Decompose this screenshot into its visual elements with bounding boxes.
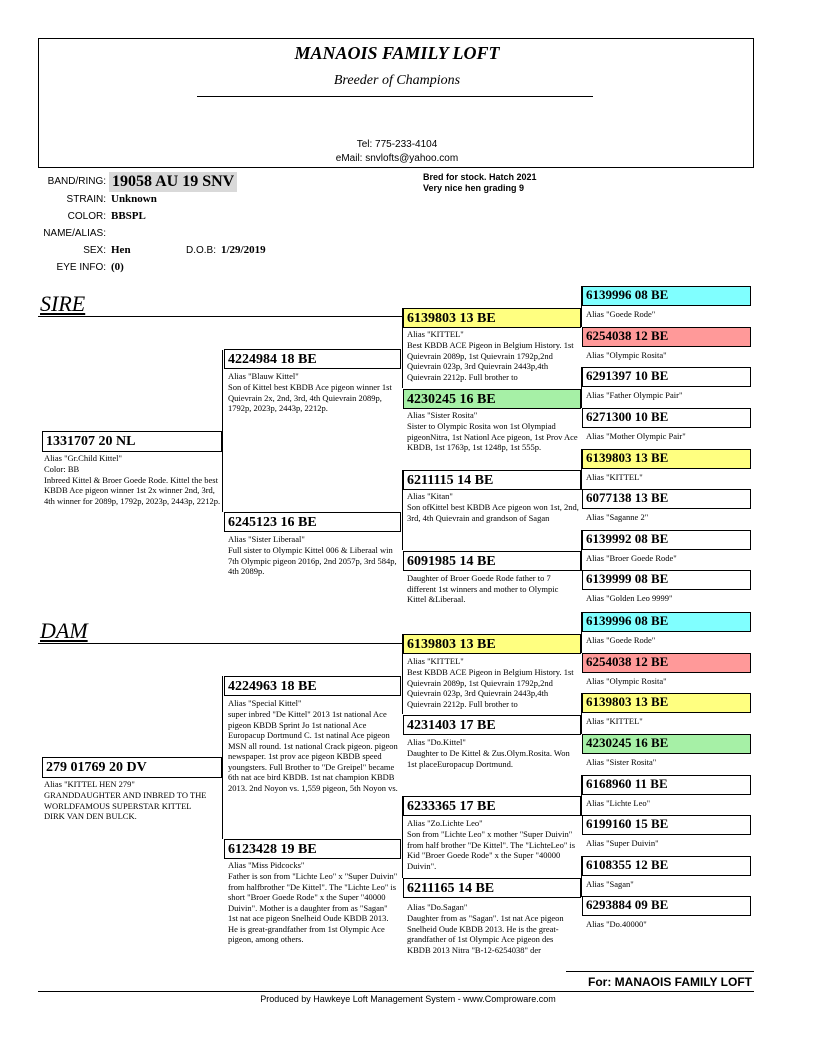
dam-gggp-band: 6139803 13 BE: [582, 693, 751, 713]
sire-gggp-alias: Alias "KITTEL": [586, 472, 643, 482]
dam-gggp-alias: Alias "Lichte Leo": [586, 798, 651, 808]
dam-gp2-band: 6123428 19 BE: [224, 839, 401, 859]
dam-gggp-band: 6108355 12 BE: [582, 856, 751, 876]
phone: Tel: 775-233-4104: [356, 139, 438, 150]
sire-gggp-band: 6077138 13 BE: [582, 489, 751, 509]
dam-parent-desc: GRANDDAUGHTER AND INBRED TO THE WORLDFAMOUS SUPERSTAR KITTEL DIRK VAN DEN BULCK.: [44, 790, 207, 821]
dam-gggp-band: 6199160 15 BE: [582, 815, 751, 835]
dam-heading: DAM: [40, 618, 88, 643]
sire-gggp-alias: Alias "Olympic Rosita": [586, 350, 667, 360]
dam-gggp-alias: Alias "Olympic Rosita": [586, 676, 667, 686]
sire-ggp2-band: 4230245 16 BE: [403, 389, 581, 409]
sire-ggp3-desc: Son ofKittel best KBDB Ace pigeon won 1st, 2nd, 3rd, 4th Quievrain and grandson of Sagan: [407, 502, 579, 523]
dam-gggp-alias: Alias "Do.40000": [586, 919, 647, 929]
sire-gggp-alias: Alias "Golden Leo 9999": [586, 593, 673, 603]
band-number: 19058 AU 19 SNV: [109, 172, 237, 192]
dam-ggp4-band: 6211165 14 BE: [403, 878, 581, 898]
dob-value: 1/29/2019: [221, 244, 266, 256]
sire-parent-alias: Alias "Gr.Child Kittel": [44, 453, 123, 463]
sire-gggp-band: 6139999 08 BE: [582, 570, 751, 590]
footer-top-rule: [566, 971, 754, 972]
dam-ggp3-desc: Son from "Lichte Leo" x mother "Super Duivin" from half brother "De Kittel". The "LichteLeo" is Kid "Broer Goede Rode" x the Super "40000 Duivin".: [407, 829, 576, 871]
dam-ggp3-band: 6233365 17 BE: [403, 796, 581, 816]
sire-ggp1-band: 6139803 13 BE: [403, 308, 581, 328]
sire-gggp-alias: Alias "Broer Goede Rode": [586, 553, 677, 563]
note-line-1: Bred for stock. Hatch 2021: [423, 172, 537, 182]
dam-gp2-desc: Father is son from "Lichte Leo" x "Super Duivin" from halfbrother "De Kittel". The "Lichte Leo" is short "Broer Goede Rode" x the Super "40000 Duivin". Mother is a daughter from as "Sagan" 1st nat ace pigeon Snelheid Oude KBDB 2013. He is great-grandfather from 1st Olympic Ace pigeon, among others.: [228, 871, 398, 944]
dam-ggp2-desc: Daughter to De Kittel & Zus.Olym.Rosita. Won 1st placeEuropacup Dortmund.: [407, 748, 570, 769]
color-value: BBSPL: [111, 210, 146, 222]
dam-gggp-band: 6139996 08 BE: [582, 612, 751, 632]
dam-gp1-alias: Alias "Special Kittel": [228, 698, 302, 708]
dam-parent-alias: Alias "KITTEL HEN 279": [44, 779, 135, 789]
sire-gggp-band: 6139996 08 BE: [582, 286, 751, 306]
dam-bracket-1: [222, 676, 223, 839]
dam-ggp4-desc: Daughter from as "Sagan". 1st nat Ace pigeon Snelheid Oude KBDB 2013. He is the great-grandfather of 1st Olympic Ace pigeon des KBDB 2013 Nitra "B-12-6254038" der: [407, 913, 564, 955]
dam-gggp-alias: Alias "Sagan": [586, 879, 634, 889]
dam-gggp-alias: Alias "Super Duivin": [586, 838, 659, 848]
sire-gp1-band: 4224984 18 BE: [224, 349, 401, 369]
sire-parent-band: 1331707 20 NL: [42, 431, 222, 452]
sire-gp1-desc: Son of Kittel best KBDB Ace pigeon winner 1st Quievrain 2x, 2nd, 3rd, 4th Quievrain 2089p, 1792p, 2023p, 2443p, 2212p.: [228, 382, 392, 413]
email[interactable]: eMail: snvlofts@yahoo.com: [335, 153, 459, 164]
dam-gggp-band: 6254038 12 BE: [582, 653, 751, 673]
sire-gp1-alias: Alias "Blauw Kittel": [228, 371, 299, 381]
dob-label: D.O.B:: [186, 245, 217, 256]
sire-ggp2-alias: Alias "Sister Rosita": [407, 410, 478, 420]
dam-ggp1-band: 6139803 13 BE: [403, 634, 581, 654]
footer-for: For: MANAOIS FAMILY LOFT: [588, 975, 752, 989]
loft-name: MANAOIS FAMILY LOFT: [294, 43, 500, 63]
sire-ggp1-alias: Alias "KITTEL": [407, 329, 464, 339]
sire-gggp-alias: Alias "Saganne 2": [586, 512, 649, 522]
dam-ggp2-alias: Alias "Do.Kittel": [407, 737, 466, 747]
strain-label: STRAIN:: [66, 194, 106, 205]
sex-value: Hen: [111, 244, 131, 256]
sire-bracket-1: [222, 350, 223, 512]
dam-gp2-alias: Alias "Miss Pidcocks": [228, 860, 305, 870]
sire-rule: [38, 316, 402, 317]
sex-label: SEX:: [83, 245, 106, 256]
dam-gggp-band: 6293884 09 BE: [582, 896, 751, 916]
dam-ggp4-alias: Alias "Do.Sagan": [407, 902, 468, 912]
dam-gp1-band: 4224963 18 BE: [224, 676, 401, 696]
sire-gggp-alias: Alias "Mother Olympic Pair": [586, 431, 686, 441]
sire-gggp-band: 6254038 12 BE: [582, 327, 751, 347]
header-box: [38, 38, 754, 168]
dam-gggp-alias: Alias "Sister Rosita": [586, 757, 657, 767]
eye-value: (0): [111, 261, 124, 273]
dam-ggp1-desc: Best KBDB ACE Pigeon in Belgium History. 1st Quievrain 2089p, 1st Quievrain 1792p,2nd Quievrain 023p, 3rd Quievrain 2443p,4th Quievrain 2212p. Full brother to: [407, 667, 574, 709]
sire-gp2-band: 6245123 16 BE: [224, 512, 401, 532]
loft-subtitle: Breeder of Champions: [333, 73, 461, 88]
strain-value: Unknown: [111, 193, 157, 205]
dam-gggp-alias: Alias "Goede Rode": [586, 635, 656, 645]
dam-gggp-band: 6168960 11 BE: [582, 775, 751, 795]
sire-ggp2-desc: Sister to Olympic Rosita won 1st Olympiad pigeonNitra, 1st Nationl Ace pigeon, 1st Prov Ace KBDB, 1st 1763p, 1st 1248p, 1st 555p.: [407, 421, 578, 452]
sire-gp2-alias: Alias "Sister Liberaal": [228, 534, 305, 544]
color-label: COLOR:: [67, 211, 106, 222]
sire-gggp-band: 6139992 08 BE: [582, 530, 751, 550]
dam-ggp1-alias: Alias "KITTEL": [407, 656, 464, 666]
eye-label: EYE INFO:: [56, 262, 106, 273]
footer-rule: [38, 991, 754, 992]
sire-gggp-band: 6271300 10 BE: [582, 408, 751, 428]
sire-parent-desc: Color: BB Inbreed Kittel & Broer Goede Rode. Kittel the best KBDB Ace pigeon winner 1st 2x winner 2nd, 3rd, 4th winner for 2089p, 1792p, 2023p, 2443p, 2212p.: [44, 464, 221, 506]
sire-gggp-band: 6291397 10 BE: [582, 367, 751, 387]
note-line-2: Very nice hen grading 9: [423, 183, 525, 193]
sire-ggp3-band: 6211115 14 BE: [403, 470, 581, 490]
dam-gggp-band: 4230245 16 BE: [582, 734, 751, 754]
name-label: NAME/ALIAS:: [43, 228, 106, 239]
sire-heading: SIRE: [40, 291, 86, 316]
sire-ggp4-desc: Daughter of Broer Goede Rode father to 7 different 1st winners and mother to Olympic Kittel &Liberaal.: [407, 573, 559, 604]
dam-ggp2-band: 4231403 17 BE: [403, 715, 581, 735]
produced-by: Produced by Hawkeye Loft Management System - www.Comproware.com: [260, 994, 556, 1004]
sire-gggp-alias: Alias "Goede Rode": [586, 309, 656, 319]
dam-parent-band: 279 01769 20 DV: [42, 757, 222, 778]
dam-rule: [38, 643, 402, 644]
dam-gp1-desc: super inbred "De Kittel" 2013 1st national Ace pigeon KBDB Sprint Jo 1st national Ace Europacup Dortmund C. 1st natinal Ace pigeon MSN all round. 1st national Crack pigeon. pigeon newspaper. 1st prov ace pigeon KBDB speed youngsters. Full Brother to "De Greipel" became 6th nat ace bird KBDB. 1st nat champion KBDB 2013. 2nd Noyon vs. 1,559 pigeon, 5th Noyon vs.: [228, 709, 398, 793]
dam-ggp3-alias: Alias "Zo.Lichte Leo": [407, 818, 483, 828]
dam-gggp-alias: Alias "KITTEL": [586, 716, 643, 726]
sire-gp2-desc: Full sister to Olympic Kittel 006 & Liberaal win 7th Olympic pigeon 2016p, 2nd 2057p, 3rd 584p, 4th 2089p.: [228, 545, 397, 576]
band-label: BAND/RING:: [47, 176, 106, 187]
header-divider: [197, 96, 593, 97]
sire-ggp1-desc: Best KBDB ACE Pigeon in Belgium History. 1st Quievrain 2089p, 1st Quievrain 1792p,2nd Quievrain 023p, 3rd Quievrain 2443p,4th Quievrain 2212p. Full brother to: [407, 340, 574, 382]
sire-gggp-alias: Alias "Father Olympic Pair": [586, 390, 683, 400]
sire-ggp3-alias: Alias "Kitan": [407, 491, 453, 501]
sire-ggp4-band: 6091985 14 BE: [403, 551, 581, 571]
sire-gggp-band: 6139803 13 BE: [582, 449, 751, 469]
